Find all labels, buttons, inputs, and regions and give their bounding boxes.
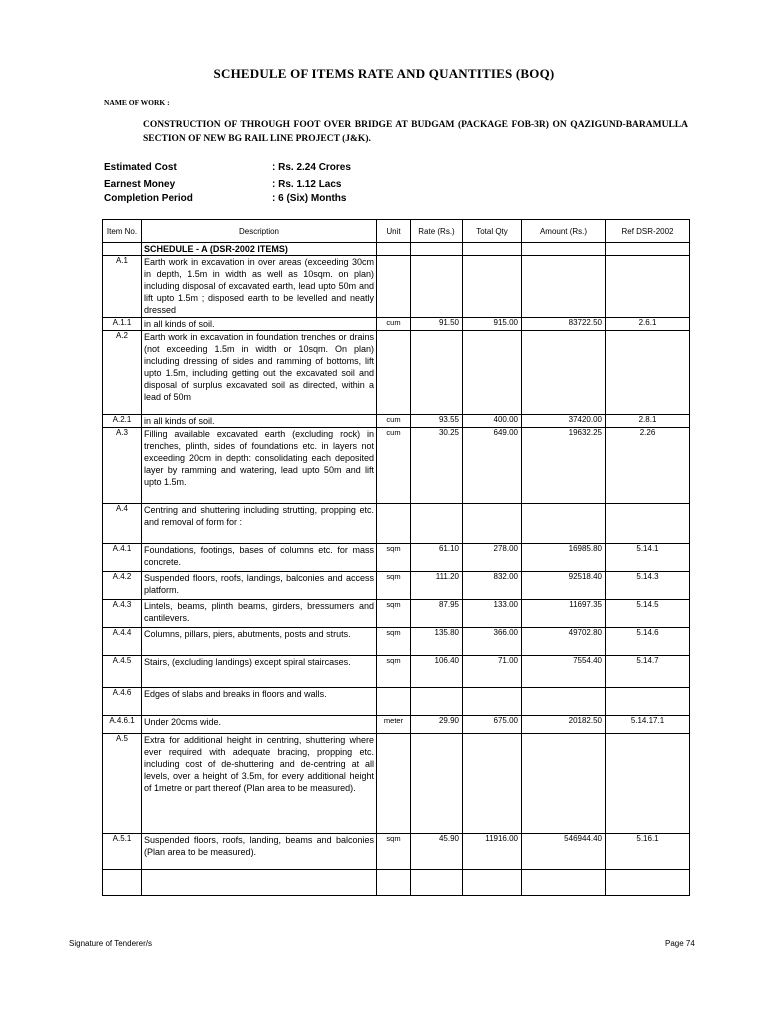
table-cell xyxy=(522,870,606,896)
table-row-blank xyxy=(103,870,690,896)
cell-amount xyxy=(522,688,606,716)
earnest-money-value: : Rs. 1.12 Lacs xyxy=(272,179,342,190)
cell-desc: Suspended floors, roofs, landings, balconies and access platform. xyxy=(142,572,377,600)
cell-amount xyxy=(522,256,606,318)
table-row xyxy=(103,572,690,600)
cell-rate xyxy=(411,688,463,716)
schedule-heading-row xyxy=(103,243,690,256)
cell-rate: 91.50 xyxy=(411,318,463,331)
schedule-heading: SCHEDULE - A (DSR-2002 ITEMS) xyxy=(142,243,377,256)
cell-no: A.3 xyxy=(103,428,142,504)
cell-qty xyxy=(463,256,522,318)
cell-amount xyxy=(522,504,606,544)
table-cell xyxy=(411,243,463,256)
cell-desc: Foundations, footings, bases of columns etc. for mass concrete. xyxy=(142,544,377,572)
estimated-cost-value: : Rs. 2.24 Crores xyxy=(272,162,351,173)
table-row xyxy=(103,628,690,656)
table-row xyxy=(103,656,690,688)
table-row xyxy=(103,734,690,834)
header-ref-dsr: Ref DSR-2002 xyxy=(606,220,690,243)
cell-desc: Centring and shuttering including strutting, propping etc. and removal of form for : xyxy=(142,504,377,544)
table-row xyxy=(103,318,690,331)
cell-rate: 29.90 xyxy=(411,716,463,734)
cell-amount xyxy=(522,734,606,834)
cell-no: A.4.6.1 xyxy=(103,716,142,734)
cell-amount: 83722.50 xyxy=(522,318,606,331)
cell-unit xyxy=(377,734,411,834)
table-cell xyxy=(103,870,142,896)
cell-rate: 135.80 xyxy=(411,628,463,656)
cell-no: A.5.1 xyxy=(103,834,142,870)
cell-ref xyxy=(606,256,690,318)
cell-amount: 19632.25 xyxy=(522,428,606,504)
cell-unit: cum xyxy=(377,318,411,331)
cell-qty: 133.00 xyxy=(463,600,522,628)
table-row xyxy=(103,834,690,870)
cell-ref xyxy=(606,504,690,544)
cell-rate: 111.20 xyxy=(411,572,463,600)
header-item-no: Item No. xyxy=(103,220,142,243)
cell-rate: 106.40 xyxy=(411,656,463,688)
cell-amount xyxy=(522,331,606,415)
table-row xyxy=(103,600,690,628)
cell-ref: 5.14.7 xyxy=(606,656,690,688)
cell-desc: Under 20cms wide. xyxy=(142,716,377,734)
cell-no: A.4 xyxy=(103,504,142,544)
cell-no: A.4.4 xyxy=(103,628,142,656)
cell-qty xyxy=(463,688,522,716)
cell-ref: 5.14.1 xyxy=(606,544,690,572)
cell-unit: sqm xyxy=(377,600,411,628)
cell-desc: in all kinds of soil. xyxy=(142,415,377,428)
cell-ref xyxy=(606,331,690,415)
cell-ref: 2.6.1 xyxy=(606,318,690,331)
cell-ref: 5.14.17.1 xyxy=(606,716,690,734)
table-cell xyxy=(522,243,606,256)
cell-amount: 7554.40 xyxy=(522,656,606,688)
cell-rate xyxy=(411,734,463,834)
cell-desc: in all kinds of soil. xyxy=(142,318,377,331)
page-number: Page 74 xyxy=(665,939,695,948)
cell-rate: 93.55 xyxy=(411,415,463,428)
cell-no: A.2.1 xyxy=(103,415,142,428)
cell-qty: 832.00 xyxy=(463,572,522,600)
document-title: SCHEDULE OF ITEMS RATE AND QUANTITIES (BOQ) xyxy=(213,66,555,81)
name-of-work-text: CONSTRUCTION OF THROUGH FOOT OVER BRIDGE AT BUDGAM (PACKAGE FOB-3R) ON QAZIGUND-BARAMULLA SECTION OF NEW BG RAIL LINE PROJECT (J&K). xyxy=(143,120,688,144)
cell-unit: meter xyxy=(377,716,411,734)
cell-ref: 5.14.3 xyxy=(606,572,690,600)
cell-desc: Stairs, (excluding landings) except spiral staircases. xyxy=(142,656,377,688)
cell-desc: Lintels, beams, plinth beams, girders, bressumers and cantilevers. xyxy=(142,600,377,628)
cell-no: A.5 xyxy=(103,734,142,834)
estimated-cost-label: Estimated Cost xyxy=(104,162,177,173)
table-row xyxy=(103,544,690,572)
cell-unit xyxy=(377,256,411,318)
cell-unit: cum xyxy=(377,415,411,428)
table-cell xyxy=(606,243,690,256)
table-row xyxy=(103,688,690,716)
cell-unit: sqm xyxy=(377,544,411,572)
signature-of-tenderer: Signature of Tenderer/s xyxy=(69,939,153,948)
cell-amount: 37420.00 xyxy=(522,415,606,428)
cell-desc: Filling available excavated earth (excluding rock) in trenches, plinth, sides of foundations etc. in layers not exceeding 20cm in depth: consolidating each deposited layer by ramming and watering, lead upto 50m and lift upto 1.5m. xyxy=(142,428,377,504)
cell-ref: 5.16.1 xyxy=(606,834,690,870)
cell-rate: 61.10 xyxy=(411,544,463,572)
cell-rate: 87.95 xyxy=(411,600,463,628)
table-cell xyxy=(377,243,411,256)
cell-ref: 5.14.6 xyxy=(606,628,690,656)
cell-unit: sqm xyxy=(377,628,411,656)
table-cell xyxy=(377,870,411,896)
cell-amount: 11697.35 xyxy=(522,600,606,628)
cell-unit xyxy=(377,688,411,716)
cell-desc: Columns, pillars, piers, abutments, posts and struts. xyxy=(142,628,377,656)
earnest-money-label: Earnest Money xyxy=(104,179,176,190)
cell-no: A.4.3 xyxy=(103,600,142,628)
cell-qty xyxy=(463,734,522,834)
cell-qty: 11916.00 xyxy=(463,834,522,870)
cell-qty: 649.00 xyxy=(463,428,522,504)
cell-rate xyxy=(411,256,463,318)
cell-no: A.1.1 xyxy=(103,318,142,331)
cell-amount: 16985.80 xyxy=(522,544,606,572)
cell-qty: 675.00 xyxy=(463,716,522,734)
header-rate: Rate (Rs.) xyxy=(411,220,463,243)
table-cell xyxy=(411,870,463,896)
table-cell xyxy=(142,870,377,896)
cell-rate: 45.90 xyxy=(411,834,463,870)
cell-unit: sqm xyxy=(377,572,411,600)
cell-unit xyxy=(377,331,411,415)
header-unit: Unit xyxy=(377,220,411,243)
completion-period-value: : 6 (Six) Months xyxy=(272,193,347,204)
cell-qty: 278.00 xyxy=(463,544,522,572)
cell-desc: Suspended floors, roofs, landing, beams and balconies (Plan area to be measured). xyxy=(142,834,377,870)
table-row xyxy=(103,415,690,428)
table-cell xyxy=(103,243,142,256)
cell-ref: 2.26 xyxy=(606,428,690,504)
table-body xyxy=(103,243,690,896)
cell-amount: 546944.40 xyxy=(522,834,606,870)
table-header-row xyxy=(103,220,690,243)
cell-rate xyxy=(411,504,463,544)
table-row xyxy=(103,716,690,734)
cell-amount: 20182.50 xyxy=(522,716,606,734)
cell-qty: 400.00 xyxy=(463,415,522,428)
cell-amount: 49702.80 xyxy=(522,628,606,656)
cell-no: A.1 xyxy=(103,256,142,318)
cell-desc: Earth work in excavation in foundation trenches or drains (not exceeding 1.5m in width or 10sqm. On plan) including dressing of sides and ramming of bottoms, lift upto 1.5m, including getting out the excavated soil and disposal of surplus excavated soil as directed, within a lead of 50m xyxy=(142,331,377,415)
table-cell xyxy=(606,870,690,896)
table-row xyxy=(103,331,690,415)
cell-ref xyxy=(606,734,690,834)
cell-qty: 366.00 xyxy=(463,628,522,656)
table-cell xyxy=(463,243,522,256)
cell-amount: 92518.40 xyxy=(522,572,606,600)
boq-table xyxy=(102,219,690,896)
cell-desc: Extra for additional height in centring, shuttering where ever required with adequate bracing, propping etc. including cost of de-shuttering and de-centring at all levels, over a height of 3.5m, for every additional height of 1metre or part thereof (Plan area to be measured). xyxy=(142,734,377,834)
cell-qty: 71.00 xyxy=(463,656,522,688)
cell-ref: 2.8.1 xyxy=(606,415,690,428)
table-row xyxy=(103,256,690,318)
cell-desc: Edges of slabs and breaks in floors and walls. xyxy=(142,688,377,716)
header-amount: Amount (Rs.) xyxy=(522,220,606,243)
cell-qty xyxy=(463,331,522,415)
cell-no: A.2 xyxy=(103,331,142,415)
completion-period-label: Completion Period xyxy=(104,193,193,204)
cell-no: A.4.1 xyxy=(103,544,142,572)
cell-unit xyxy=(377,504,411,544)
header-description: Description xyxy=(142,220,377,243)
cell-no: A.4.2 xyxy=(103,572,142,600)
table-cell xyxy=(463,870,522,896)
cell-unit: sqm xyxy=(377,834,411,870)
header-total-qty: Total Qty xyxy=(463,220,522,243)
cell-rate: 30.25 xyxy=(411,428,463,504)
name-of-work-label: NAME OF WORK : xyxy=(104,98,170,107)
cell-no: A.4.5 xyxy=(103,656,142,688)
cell-desc: Earth work in excavation in over areas (exceeding 30cm in depth, 1.5m in width as well as 10sqm. on plan) including disposal of excavated earth, lead upto 50m and lift upto 1.5m ; disposed earth to be levelled and neatly dressed xyxy=(142,256,377,318)
cell-qty: 915.00 xyxy=(463,318,522,331)
table-row xyxy=(103,428,690,504)
cell-qty xyxy=(463,504,522,544)
cell-no: A.4.6 xyxy=(103,688,142,716)
cell-rate xyxy=(411,331,463,415)
cell-unit: sqm xyxy=(377,656,411,688)
table-row xyxy=(103,504,690,544)
cell-ref xyxy=(606,688,690,716)
cell-ref: 5.14.5 xyxy=(606,600,690,628)
cell-unit: cum xyxy=(377,428,411,504)
